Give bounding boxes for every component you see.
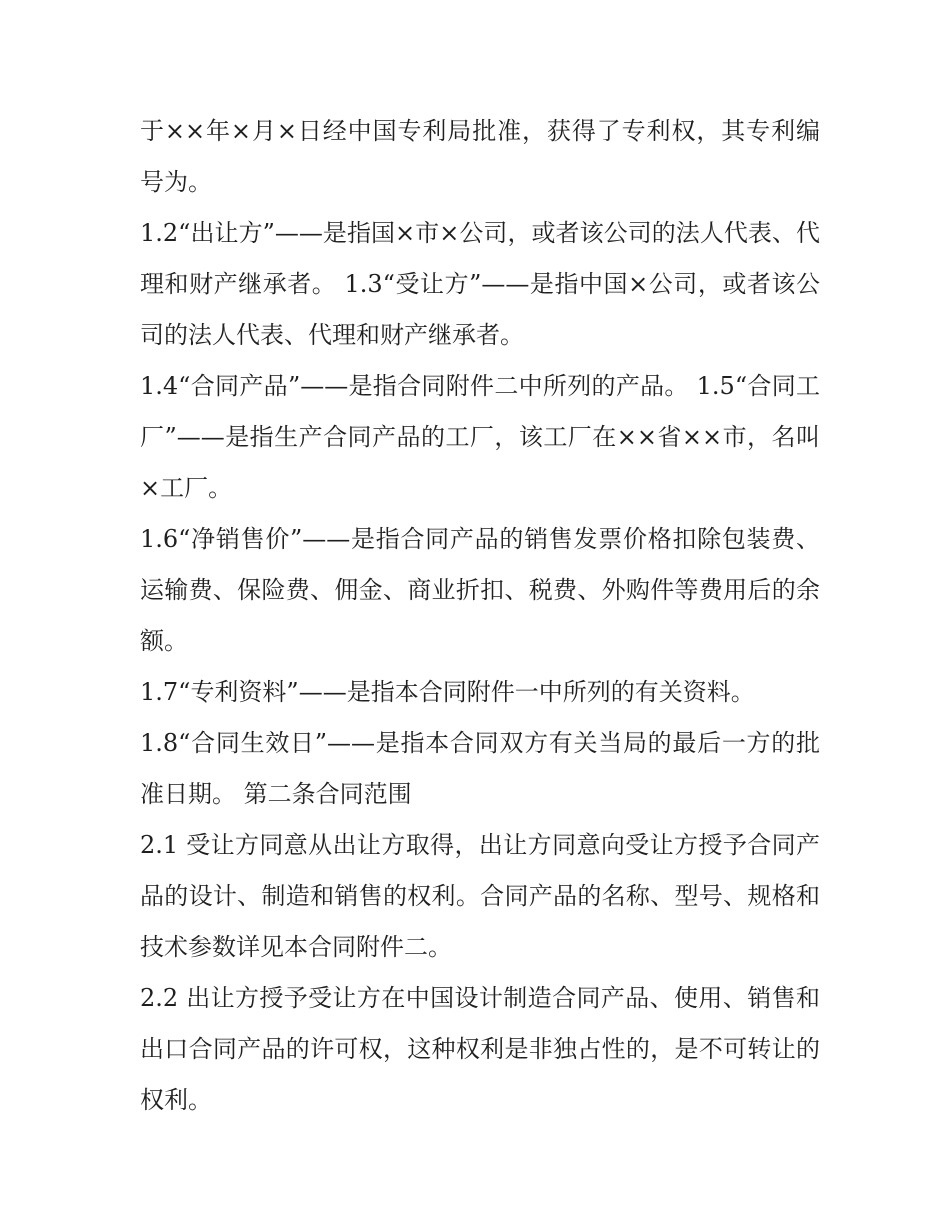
paragraph-1-8-effective-date: 1.8“合同生效日”——是指本合同双方有关当局的最后一方的批准日期。 第二条合同范围 — [140, 729, 820, 808]
paragraph-1-2-assignor: 1.2“出让方”——是指国×市×公司，或者该公司的法人代表、代理和财产继承者。 1.3“受让方”——是指中国×公司，或者该公司的法人代表、代理和财产继承者。 — [140, 219, 820, 349]
paragraph-1-6-net-sales-price: 1.6“净销售价”——是指合同产品的销售发票价格扣除包装费、运输费、保险费、佣金、商业折扣、税费、外购件等费用后的余额。 — [140, 525, 820, 655]
document-body — [140, 106, 820, 1126]
paragraph-2-2-license: 2.2 出让方授予受让方在中国设计制造合同产品、使用、销售和出口合同产品的许可权，这种权利是非独占性的，是不可转让的权利。 — [140, 984, 820, 1114]
paragraph-2-1-scope: 2.1 受让方同意从出让方取得，出让方同意向受让方授予合同产品的设计、制造和销售的权利。合同产品的名称、型号、规格和技术参数详见本合同附件二。 — [140, 831, 820, 961]
paragraph-1-4-contract-product: 1.4“合同产品”——是指合同附件二中所列的产品。 1.5“合同工厂”——是指生产合同产品的工厂，该工厂在××省××市，名叫×工厂。 — [140, 372, 820, 502]
paragraph-patent-grant: 于××年×月×日经中国专利局批准，获得了专利权，其专利编号为。 — [140, 117, 820, 196]
paragraph-1-7-patent-data: 1.7“专利资料”——是指本合同附件一中所列的有关资料。 — [140, 678, 755, 706]
